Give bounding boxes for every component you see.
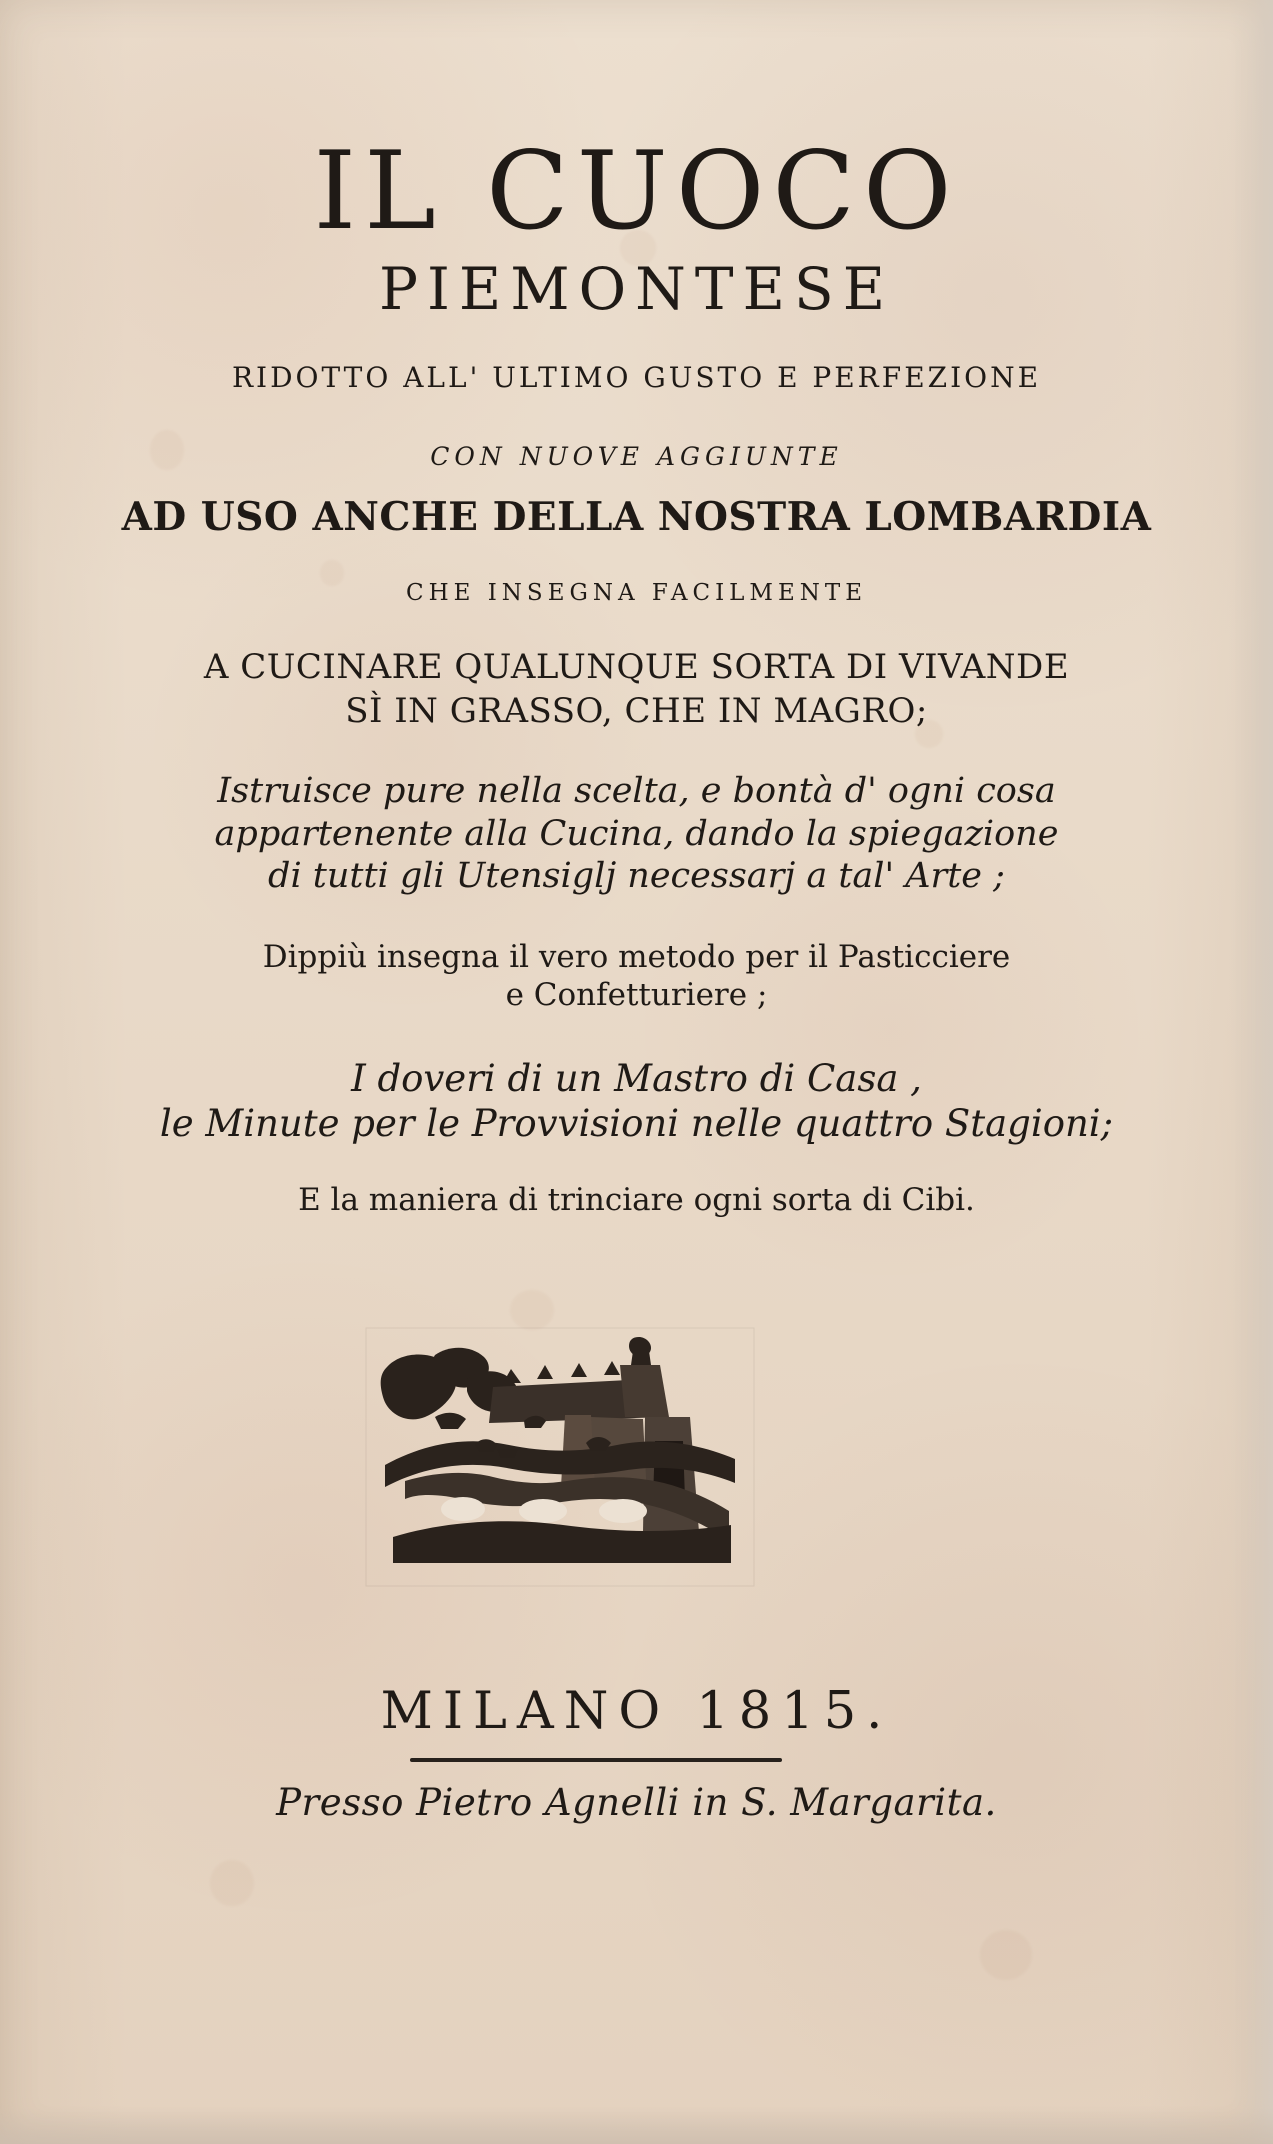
italic-paragraph-1-line-2: appartenente alla Cucina, dando la spiegazione <box>214 813 1059 854</box>
italic-paragraph-2 <box>0 1056 1273 1146</box>
italic-paragraph-1 <box>0 770 1273 898</box>
roman-paragraph-1-line-2: e Confetturiere ; <box>505 977 768 1014</box>
imprint-publisher: Presso Pietro Agnelli in S. Margarita. <box>276 1781 997 1824</box>
roman-paragraph-1 <box>0 938 1273 1015</box>
italic-paragraph-2-line-2: le Minute per le Provvisioni nelle quattro Stagioni; <box>159 1102 1114 1146</box>
subtitle-line-1: RIDOTTO ALL' ULTIMO GUSTO E PERFEZIONE <box>231 361 1042 394</box>
roman-line-1: E la maniera di trinciare ogni sorta di Cibi. <box>298 1182 975 1218</box>
paper-edge-bottom <box>0 2108 1273 2144</box>
italic-paragraph-1-line-3: di tutti gli Utensiglj necessarj a tal' Arte ; <box>268 856 1005 897</box>
subtitle-line-4: CHE INSEGNA FACILMENTE <box>405 580 868 606</box>
book-title: IL CUOCO <box>313 129 960 254</box>
italic-paragraph-2-line-1: I doveri di un Mastro di Casa , <box>351 1057 922 1100</box>
roman-paragraph-1-line-1: Dippiù insegna il vero metodo per il Pasticciere <box>262 939 1011 975</box>
subtitle-line-3: AD USO ANCHE DELLA NOSTRA LOMBARDIA <box>121 494 1152 540</box>
cooking-description <box>0 646 1273 733</box>
imprint-rule <box>410 1758 782 1762</box>
book-subtitle: PIEMONTESE <box>378 255 895 323</box>
landscape-vignette-icon <box>365 1327 755 1587</box>
italic-paragraph-1-line-1: Istruisce pure nella scelta, e bontà d' ogni cosa <box>217 771 1056 811</box>
paper-stain <box>210 1860 254 1906</box>
subtitle-line-2: CON NUOVE AGGIUNTE <box>430 442 843 471</box>
imprint-place-date: MILANO 1815. <box>380 1682 893 1741</box>
cooking-line-2: SÌ IN GRASSO, CHE IN MAGRO; <box>345 690 928 731</box>
paper-stain <box>510 1290 554 1330</box>
cooking-line-1: A CUCINARE QUALUNQUE SORTA DI VIVANDE <box>203 647 1070 687</box>
paper-stain <box>980 1930 1032 1980</box>
